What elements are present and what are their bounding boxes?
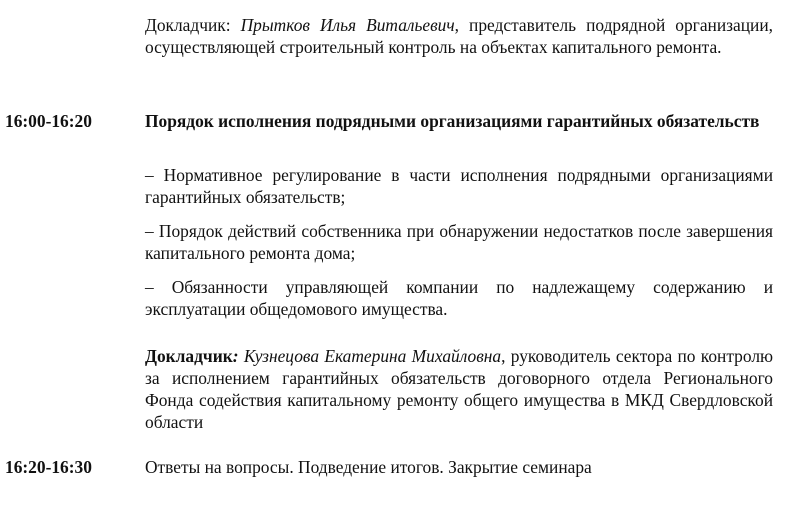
session-time: 16:00-16:20 [5,111,92,131]
speaker-name: Прытков Илья Витальевич [240,15,455,35]
session-speaker-paragraph [145,345,773,433]
intro-speaker-paragraph [145,14,773,58]
session-title: Ответы на вопросы. Подведение итогов. Закрытие семинара [145,457,592,477]
speaker-name: Кузнецова Екатерина Михайловна [243,346,502,366]
session-time: 16:20-16:30 [5,457,92,477]
speaker-colon: : [232,346,239,366]
speaker-label: Докладчик: [145,15,231,35]
speaker-description: , руководитель сектора по контролю за исполнением гарантийных обязательств договорного отдела Регионального Фонда содействия капитальному ремонту общего имущества в МКД Свердловской области [145,346,774,432]
speaker-label: Докладчик [145,346,233,366]
agenda-bullet: – Порядок действий собственника при обнаружении недостатков после завершения капитального ремонта дома; [145,221,773,263]
session-title: Порядок исполнения подрядными организациями гарантийных обязательств [145,111,760,131]
speaker-description: , представитель подрядной организации, осуществляющей строительный контроль на объектах капитального ремонта. [145,15,774,57]
agenda-bullet: – Обязанности управляющей компании по надлежащему содержанию и эксплуатации общедомового имущества. [145,277,773,319]
agenda-bullet: – Нормативное регулирование в части исполнения подрядными организациями гарантийных обязательств; [145,165,773,207]
